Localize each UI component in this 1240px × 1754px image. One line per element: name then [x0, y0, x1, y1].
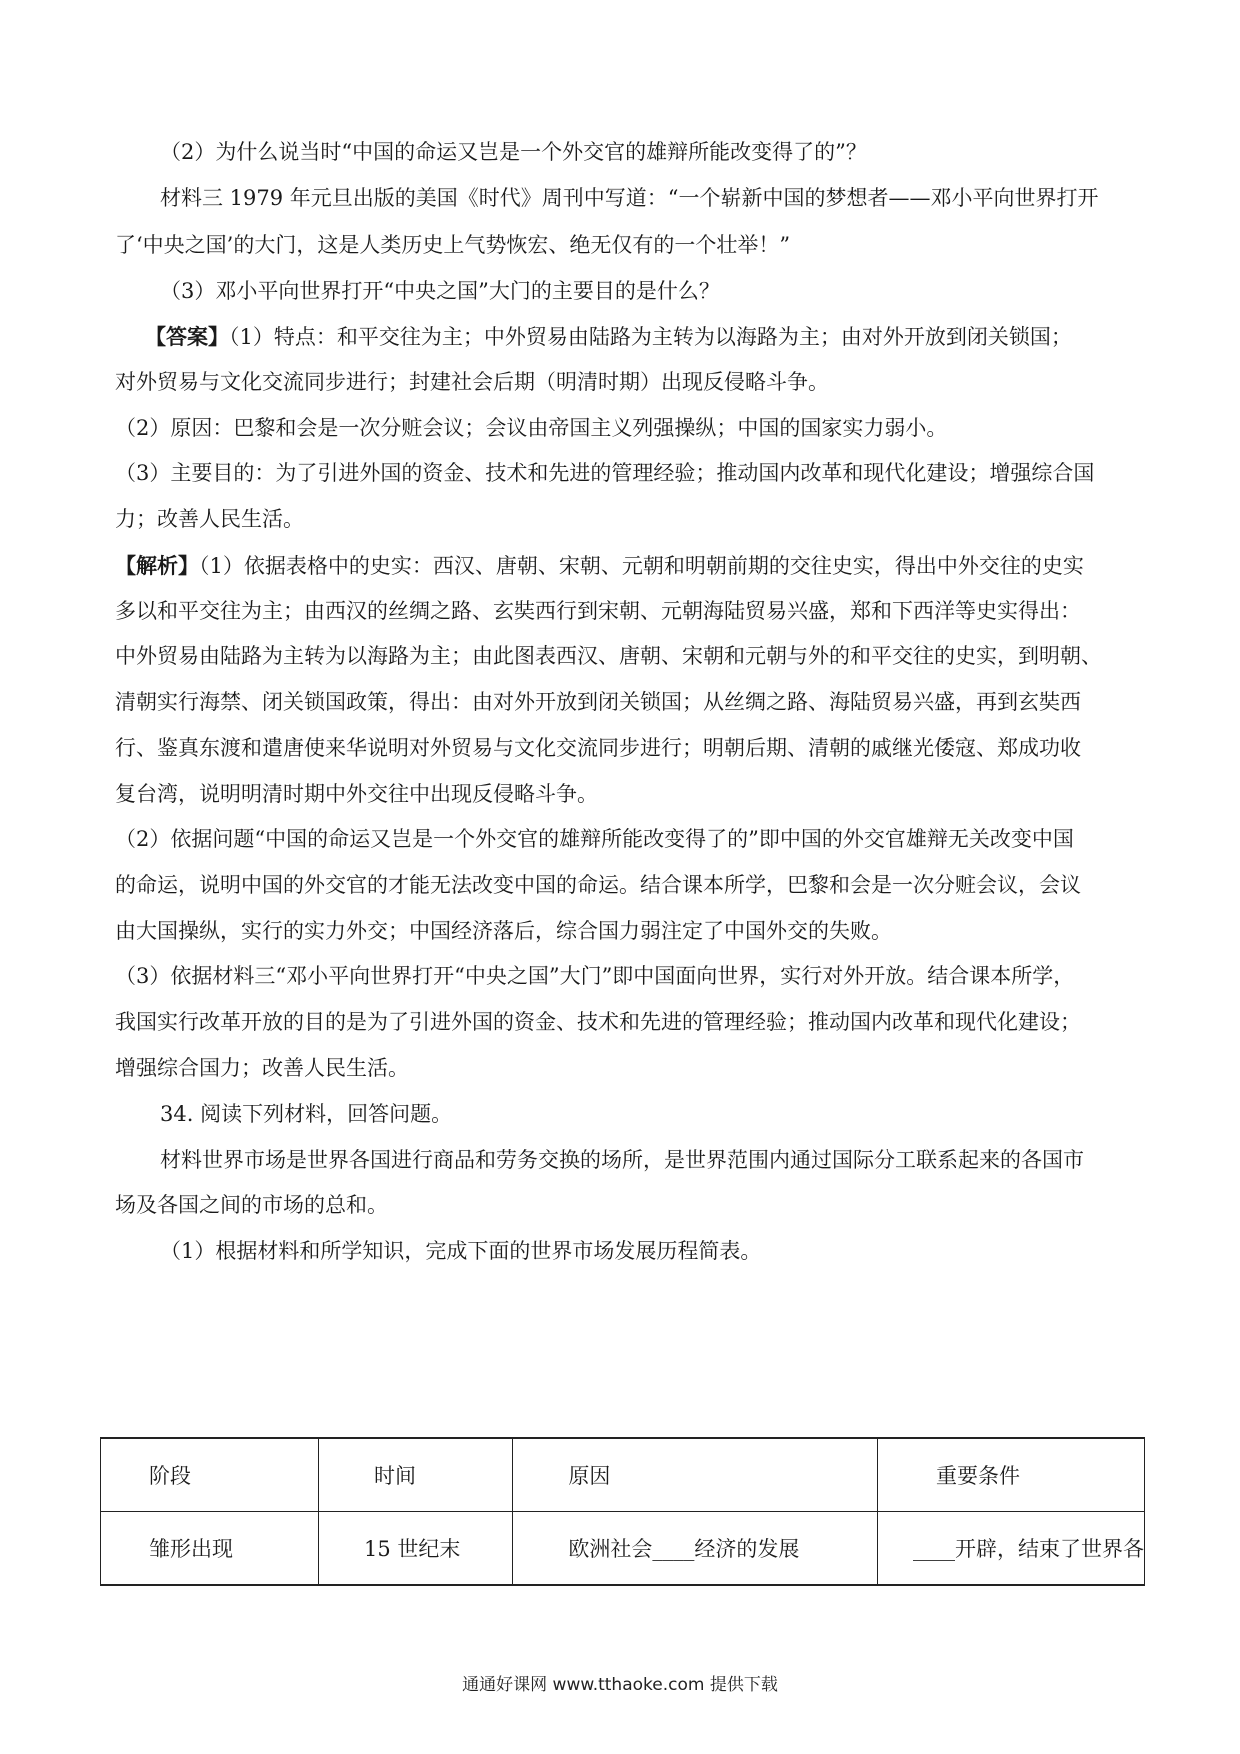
q34-subquestion-1: （1）根据材料和所学知识，完成下面的世界市场发展历程简表。 — [160, 1239, 762, 1263]
condition-blank: ____ — [913, 1537, 955, 1561]
analysis-line-7: （2）依据问题“中国的命运又岂是一个外交官的雄辩所能改变得了的”即中国的外交官雄辩无关改变中国 — [115, 827, 1074, 851]
header-stage: 阶段 — [101, 1438, 319, 1512]
analysis-line-4: 清朝实行海禁、闭关锁国政策，得出：由对外开放到闭关锁国；从丝绸之路、海陆贸易兴盛，再到玄奘西 — [115, 690, 1081, 714]
answer-line-4: （3）主要目的：为了引进外国的资金、技术和先进的管理经验；推动国内改革和现代化建设；增强综合国 — [115, 461, 1095, 485]
cell-condition — [878, 1512, 1145, 1586]
cause-suffix: 经济的发展 — [694, 1537, 800, 1561]
table-row — [101, 1512, 1145, 1586]
analysis-line-5: 行、鉴真东渡和遣唐使来华说明对外贸易与文化交流同步进行；明朝后期、清朝的戚继光倭寇、郑成功收 — [115, 736, 1081, 760]
answer-label: 【答案】 — [145, 324, 229, 349]
question-3-prompt: （3）邓小平向世界打开“中央之国”大门的主要目的是什么？ — [160, 279, 720, 303]
page-footer: 通通好课网 www.tthaoke.com 提供下载 — [462, 1675, 778, 1695]
cause-blank: ____ — [652, 1537, 695, 1561]
world-market-table — [100, 1437, 1145, 1586]
q34-material-line-1: 材料世界市场是世界各国进行商品和劳务交换的场所，是世界范围内通过国际分工联系起来的各国市 — [160, 1148, 1084, 1172]
answer-line-2: 对外贸易与文化交流同步进行；封建社会后期（明清时期）出现反侵略斗争。 — [115, 370, 829, 394]
answer-line-3: （2）原因：巴黎和会是一次分赃会议；会议由帝国主义列强操纵；中国的国家实力弱小。 — [115, 416, 948, 440]
analysis-line-8: 的命运，说明中国的外交官的才能无法改变中国的命运。结合课本所学，巴黎和会是一次分赃会议，会议 — [115, 873, 1081, 897]
cell-stage: 雏形出现 — [101, 1512, 319, 1586]
cause-prefix: 欧洲社会 — [568, 1537, 653, 1561]
analysis-line-12: 增强综合国力；改善人民生活。 — [115, 1056, 409, 1080]
q34-material-line-2: 场及各国之间的市场的总和。 — [115, 1193, 388, 1217]
analysis-line-1 — [115, 555, 1084, 577]
cell-cause — [513, 1512, 878, 1586]
header-cause: 原因 — [513, 1438, 878, 1512]
header-time: 时间 — [319, 1438, 513, 1512]
table-header-row — [101, 1438, 1145, 1512]
analysis-line-10: （3）依据材料三“邓小平向世界打开“中央之国”大门”即中国面向世界，实行对外开放。结合课本所学， — [115, 964, 1075, 988]
analysis-line-3: 中外贸易由陆路为主转为以海路为主；由此图表西汉、唐朝、宋朝和元朝与外的和平交往的史实，到明朝、 — [115, 644, 1102, 668]
analysis-line-6: 复台湾，说明明清时期中外交往中出现反侵略斗争。 — [115, 782, 598, 806]
material-3-line-2: 了‘中央之国’的大门，这是人类历史上气势恢宏、绝无仅有的一个壮举！” — [115, 233, 791, 257]
question-2-prompt: （2）为什么说当时“中国的命运又岂是一个外交官的雄辩所能改变得了的”？ — [160, 140, 867, 164]
answer-text-1: （1）特点：和平交往为主；中外贸易由陆路为主转为以海路为主；由对外开放到闭关锁国； — [229, 325, 1072, 349]
answer-line-5: 力；改善人民生活。 — [115, 507, 304, 531]
header-condition: 重要条件 — [878, 1438, 1145, 1512]
analysis-line-2: 多以和平交往为主；由西汉的丝绸之路、玄奘西行到宋朝、元朝海陆贸易兴盛，郑和下西洋等史实得出： — [115, 599, 1081, 623]
analysis-text-1: （1）依据表格中的史实：西汉、唐朝、宋朝、元朝和明朝前期的交往史实，得出中外交往的史实 — [199, 554, 1084, 578]
condition-text: 开辟，结束了世界各 — [955, 1537, 1144, 1561]
material-3-line-1: 材料三 1979 年元旦出版的美国《时代》周刊中写道：“一个崭新中国的梦想者——邓小平向世界打开 — [160, 186, 1099, 210]
analysis-line-9: 由大国操纵，实行的实力外交；中国经济落后，综合国力弱注定了中国外交的失败。 — [115, 919, 892, 943]
cell-time: 15 世纪末 — [319, 1512, 513, 1586]
answer-line-1 — [145, 326, 1072, 348]
analysis-line-11: 我国实行改革开放的目的是为了引进外国的资金、技术和先进的管理经验；推动国内改革和现代化建设； — [115, 1010, 1081, 1034]
analysis-label: 【解析】 — [115, 553, 199, 578]
question-34-title: 34. 阅读下列材料，回答问题。 — [160, 1102, 453, 1126]
